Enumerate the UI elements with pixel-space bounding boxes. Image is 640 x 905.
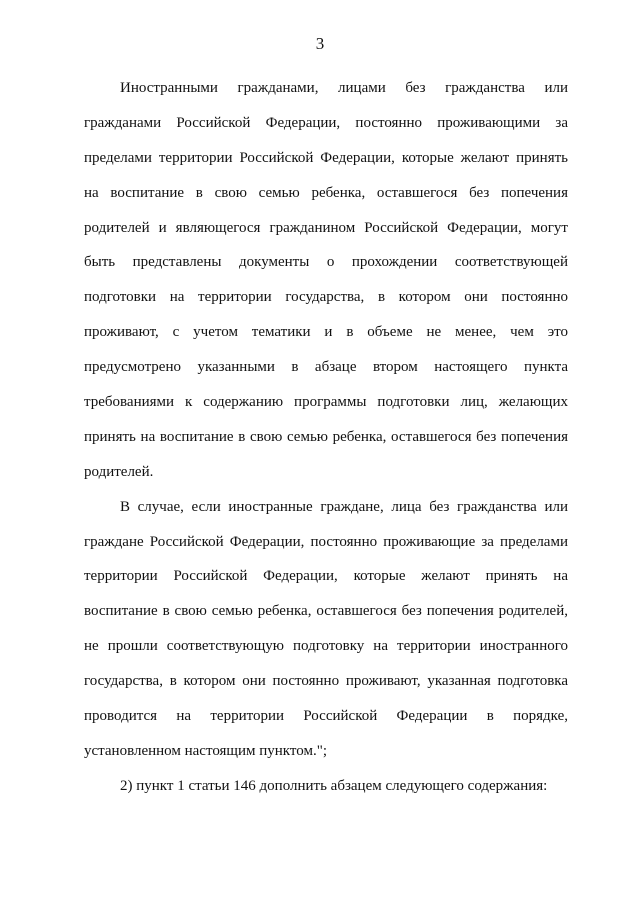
paragraph-3	[84, 769, 568, 804]
text-line: гражданами Российской Федерации, постоянно проживающими за	[84, 114, 568, 131]
text-line: предусмотрено указанными в абзаце втором настоящего пункта	[84, 359, 568, 376]
text-line: быть представлены документы о прохождении соответствующей	[84, 254, 568, 271]
text-line: граждане Российской Федерации, постоянно проживающие за пределами	[84, 533, 568, 550]
text-line: воспитание в свою семью ребенка, оставшегося без попечения родителей,	[84, 603, 568, 620]
paragraph-2	[84, 490, 568, 769]
text-line: родителей.	[84, 463, 154, 480]
text-line: принять на воспитание в свою семью ребенка, оставшегося без попечения	[84, 428, 568, 445]
text-line: пределами территории Российской Федерации, которые желают принять	[84, 149, 568, 166]
text-line: В случае, если иностранные граждане, лица без гражданства или	[120, 498, 568, 515]
text-line: не прошли соответствующую подготовку на территории иностранного	[84, 638, 568, 655]
text-line: родителей и являющегося гражданином Российской Федерации, могут	[84, 219, 568, 236]
text-line: территории Российской Федерации, которые желают принять на	[84, 568, 568, 585]
text-line: 2) пункт 1 статьи 146 дополнить абзацем следующего содержания:	[120, 777, 548, 794]
paragraph-1	[84, 71, 568, 490]
document-body	[84, 71, 568, 804]
text-line: установленном настоящим пунктом.";	[84, 742, 328, 759]
text-line: требованиями к содержанию программы подготовки лиц, желающих	[84, 394, 568, 411]
page-number: 3	[315, 34, 325, 53]
text-line: государства, в котором они постоянно проживают, указанная подготовка	[84, 673, 568, 690]
text-line: на воспитание в свою семью ребенка, оставшегося без попечения	[84, 184, 568, 201]
text-line: проводится на территории Российской Федерации в порядке,	[84, 708, 568, 725]
text-line: Иностранными гражданами, лицами без гражданства или	[120, 80, 568, 96]
text-line: подготовки на территории государства, в котором они постоянно	[84, 289, 568, 306]
text-line: проживают, с учетом тематики и в объеме не менее, чем это	[84, 324, 568, 341]
